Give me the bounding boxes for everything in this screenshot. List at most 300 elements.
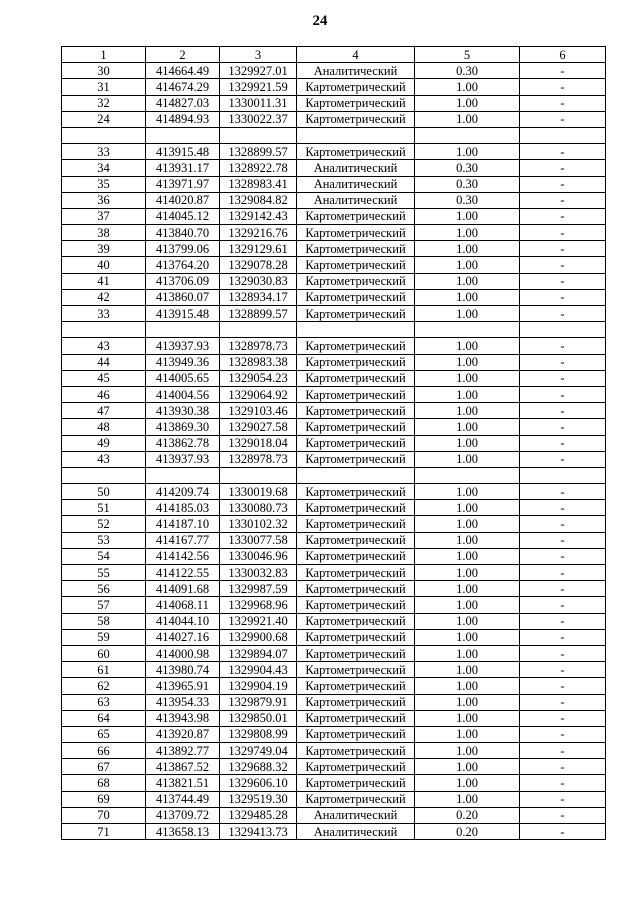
y-coordinate-cell: 1329968.96 <box>220 597 297 613</box>
x-coordinate-cell: 414068.11 <box>146 597 220 613</box>
method-cell: Картометрический <box>297 338 415 354</box>
accuracy-cell: 0.20 <box>415 807 520 823</box>
y-coordinate-cell: 1329749.04 <box>220 743 297 759</box>
y-coordinate-cell: 1328899.57 <box>220 144 297 160</box>
y-coordinate-cell: 1330022.37 <box>220 111 297 127</box>
table-row <box>62 354 606 370</box>
point-number-cell: 51 <box>62 500 146 516</box>
method-cell: Аналитический <box>297 824 415 840</box>
note-cell: - <box>520 548 606 564</box>
table-row <box>62 645 606 661</box>
method-cell: Аналитический <box>297 160 415 176</box>
empty-cell <box>220 467 297 483</box>
x-coordinate-cell: 414091.68 <box>146 581 220 597</box>
point-number-cell: 62 <box>62 678 146 694</box>
accuracy-cell: 1.00 <box>415 516 520 532</box>
table-row <box>62 726 606 742</box>
method-cell: Картометрический <box>297 289 415 305</box>
point-number-cell: 34 <box>62 160 146 176</box>
table-row <box>62 791 606 807</box>
table-row <box>62 273 606 289</box>
empty-cell <box>520 467 606 483</box>
empty-cell <box>146 467 220 483</box>
y-coordinate-cell: 1329921.40 <box>220 613 297 629</box>
y-coordinate-cell: 1329129.61 <box>220 241 297 257</box>
empty-cell <box>220 322 297 338</box>
y-coordinate-cell: 1330011.31 <box>220 95 297 111</box>
column-header: 6 <box>520 47 606 63</box>
point-number-cell: 54 <box>62 548 146 564</box>
point-number-cell: 35 <box>62 176 146 192</box>
x-coordinate-cell: 413920.87 <box>146 726 220 742</box>
note-cell: - <box>520 645 606 661</box>
point-number-cell: 64 <box>62 710 146 726</box>
y-coordinate-cell: 1329142.43 <box>220 208 297 224</box>
table-row <box>62 516 606 532</box>
point-number-cell: 32 <box>62 95 146 111</box>
x-coordinate-cell: 413867.52 <box>146 759 220 775</box>
accuracy-cell: 1.00 <box>415 532 520 548</box>
method-cell: Картометрический <box>297 435 415 451</box>
note-cell: - <box>520 710 606 726</box>
accuracy-cell: 1.00 <box>415 306 520 322</box>
empty-cell <box>297 467 415 483</box>
table-row <box>62 500 606 516</box>
y-coordinate-cell: 1329808.99 <box>220 726 297 742</box>
method-cell: Картометрический <box>297 208 415 224</box>
note-cell: - <box>520 775 606 791</box>
accuracy-cell: 1.00 <box>415 144 520 160</box>
y-coordinate-cell: 1329027.58 <box>220 419 297 435</box>
method-cell: Аналитический <box>297 807 415 823</box>
column-header: 3 <box>220 47 297 63</box>
y-coordinate-cell: 1330102.32 <box>220 516 297 532</box>
point-number-cell: 57 <box>62 597 146 613</box>
accuracy-cell: 0.30 <box>415 160 520 176</box>
column-header: 5 <box>415 47 520 63</box>
method-cell: Картометрический <box>297 403 415 419</box>
method-cell: Картометрический <box>297 726 415 742</box>
method-cell: Картометрический <box>297 257 415 273</box>
point-number-cell: 61 <box>62 662 146 678</box>
table-row <box>62 241 606 257</box>
note-cell: - <box>520 111 606 127</box>
note-cell: - <box>520 435 606 451</box>
x-coordinate-cell: 413937.93 <box>146 451 220 467</box>
accuracy-cell: 1.00 <box>415 662 520 678</box>
x-coordinate-cell: 413892.77 <box>146 743 220 759</box>
table-row <box>62 694 606 710</box>
x-coordinate-cell: 414020.87 <box>146 192 220 208</box>
point-number-cell: 46 <box>62 386 146 402</box>
method-cell: Картометрический <box>297 225 415 241</box>
x-coordinate-cell: 413954.33 <box>146 694 220 710</box>
point-number-cell: 49 <box>62 435 146 451</box>
table-row <box>62 629 606 645</box>
x-coordinate-cell: 414004.56 <box>146 386 220 402</box>
y-coordinate-cell: 1329413.73 <box>220 824 297 840</box>
y-coordinate-cell: 1329987.59 <box>220 581 297 597</box>
y-coordinate-cell: 1329927.01 <box>220 63 297 79</box>
x-coordinate-cell: 413706.09 <box>146 273 220 289</box>
table-row <box>62 386 606 402</box>
table-body <box>62 47 606 840</box>
point-number-cell: 52 <box>62 516 146 532</box>
note-cell: - <box>520 791 606 807</box>
method-cell: Картометрический <box>297 273 415 289</box>
note-cell: - <box>520 597 606 613</box>
point-number-cell: 59 <box>62 629 146 645</box>
x-coordinate-cell: 413860.07 <box>146 289 220 305</box>
y-coordinate-cell: 1330046.96 <box>220 548 297 564</box>
method-cell: Картометрический <box>297 645 415 661</box>
method-cell: Картометрический <box>297 451 415 467</box>
y-coordinate-cell: 1329688.32 <box>220 759 297 775</box>
method-cell: Картометрический <box>297 144 415 160</box>
method-cell: Картометрический <box>297 79 415 95</box>
y-coordinate-cell: 1330080.73 <box>220 500 297 516</box>
note-cell: - <box>520 225 606 241</box>
x-coordinate-cell: 414209.74 <box>146 484 220 500</box>
accuracy-cell: 1.00 <box>415 581 520 597</box>
point-number-cell: 41 <box>62 273 146 289</box>
table-row <box>62 176 606 192</box>
note-cell: - <box>520 743 606 759</box>
point-number-cell: 42 <box>62 289 146 305</box>
accuracy-cell: 1.00 <box>415 419 520 435</box>
accuracy-cell: 1.00 <box>415 257 520 273</box>
method-cell: Картометрический <box>297 111 415 127</box>
empty-cell <box>297 322 415 338</box>
accuracy-cell: 1.00 <box>415 95 520 111</box>
note-cell: - <box>520 403 606 419</box>
table-row <box>62 192 606 208</box>
note-cell: - <box>520 63 606 79</box>
note-cell: - <box>520 419 606 435</box>
point-number-cell: 24 <box>62 111 146 127</box>
empty-cell <box>62 467 146 483</box>
y-coordinate-cell: 1328983.38 <box>220 354 297 370</box>
accuracy-cell: 1.00 <box>415 403 520 419</box>
y-coordinate-cell: 1330077.58 <box>220 532 297 548</box>
note-cell: - <box>520 484 606 500</box>
point-number-cell: 68 <box>62 775 146 791</box>
column-header: 4 <box>297 47 415 63</box>
table-row <box>62 581 606 597</box>
method-cell: Картометрический <box>297 241 415 257</box>
table-row <box>62 824 606 840</box>
table-row <box>62 435 606 451</box>
x-coordinate-cell: 413965.91 <box>146 678 220 694</box>
group-separator-row <box>62 467 606 483</box>
note-cell: - <box>520 79 606 95</box>
accuracy-cell: 1.00 <box>415 597 520 613</box>
y-coordinate-cell: 1329078.28 <box>220 257 297 273</box>
note-cell: - <box>520 629 606 645</box>
table-row <box>62 63 606 79</box>
table-row <box>62 451 606 467</box>
method-cell: Аналитический <box>297 192 415 208</box>
accuracy-cell: 1.00 <box>415 386 520 402</box>
method-cell: Картометрический <box>297 775 415 791</box>
x-coordinate-cell: 413931.17 <box>146 160 220 176</box>
note-cell: - <box>520 662 606 678</box>
empty-cell <box>220 127 297 143</box>
table-row <box>62 775 606 791</box>
point-number-cell: 50 <box>62 484 146 500</box>
x-coordinate-cell: 414000.98 <box>146 645 220 661</box>
x-coordinate-cell: 413915.48 <box>146 144 220 160</box>
empty-cell <box>62 127 146 143</box>
note-cell: - <box>520 678 606 694</box>
accuracy-cell: 1.00 <box>415 435 520 451</box>
note-cell: - <box>520 694 606 710</box>
point-number-cell: 36 <box>62 192 146 208</box>
y-coordinate-cell: 1329103.46 <box>220 403 297 419</box>
point-number-cell: 60 <box>62 645 146 661</box>
method-cell: Картометрический <box>297 386 415 402</box>
table-row <box>62 225 606 241</box>
y-coordinate-cell: 1328899.57 <box>220 306 297 322</box>
method-cell: Картометрический <box>297 743 415 759</box>
point-number-cell: 71 <box>62 824 146 840</box>
column-header: 2 <box>146 47 220 63</box>
table-row <box>62 678 606 694</box>
note-cell: - <box>520 565 606 581</box>
table-row <box>62 257 606 273</box>
method-cell: Картометрический <box>297 629 415 645</box>
x-coordinate-cell: 414044.10 <box>146 613 220 629</box>
y-coordinate-cell: 1328934.17 <box>220 289 297 305</box>
x-coordinate-cell: 413744.49 <box>146 791 220 807</box>
note-cell: - <box>520 338 606 354</box>
x-coordinate-cell: 413980.74 <box>146 662 220 678</box>
point-number-cell: 40 <box>62 257 146 273</box>
table-row <box>62 306 606 322</box>
method-cell: Картометрический <box>297 419 415 435</box>
y-coordinate-cell: 1329519.30 <box>220 791 297 807</box>
accuracy-cell: 1.00 <box>415 289 520 305</box>
point-number-cell: 47 <box>62 403 146 419</box>
accuracy-cell: 1.00 <box>415 241 520 257</box>
accuracy-cell: 1.00 <box>415 678 520 694</box>
method-cell: Картометрический <box>297 532 415 548</box>
x-coordinate-cell: 413658.13 <box>146 824 220 840</box>
empty-cell <box>415 467 520 483</box>
empty-cell <box>146 127 220 143</box>
method-cell: Картометрический <box>297 370 415 386</box>
point-number-cell: 37 <box>62 208 146 224</box>
method-cell: Картометрический <box>297 548 415 564</box>
y-coordinate-cell: 1329030.83 <box>220 273 297 289</box>
accuracy-cell: 1.00 <box>415 354 520 370</box>
point-number-cell: 53 <box>62 532 146 548</box>
accuracy-cell: 1.00 <box>415 111 520 127</box>
note-cell: - <box>520 241 606 257</box>
x-coordinate-cell: 413937.93 <box>146 338 220 354</box>
point-number-cell: 67 <box>62 759 146 775</box>
table-row <box>62 338 606 354</box>
table-row <box>62 548 606 564</box>
accuracy-cell: 0.30 <box>415 176 520 192</box>
accuracy-cell: 1.00 <box>415 565 520 581</box>
accuracy-cell: 1.00 <box>415 273 520 289</box>
note-cell: - <box>520 176 606 192</box>
accuracy-cell: 1.00 <box>415 726 520 742</box>
note-cell: - <box>520 208 606 224</box>
point-number-cell: 38 <box>62 225 146 241</box>
accuracy-cell: 1.00 <box>415 208 520 224</box>
y-coordinate-cell: 1329850.01 <box>220 710 297 726</box>
accuracy-cell: 1.00 <box>415 484 520 500</box>
point-number-cell: 43 <box>62 451 146 467</box>
group-separator-row <box>62 127 606 143</box>
accuracy-cell: 1.00 <box>415 500 520 516</box>
y-coordinate-cell: 1329904.19 <box>220 678 297 694</box>
accuracy-cell: 1.00 <box>415 645 520 661</box>
point-number-cell: 39 <box>62 241 146 257</box>
x-coordinate-cell: 414122.55 <box>146 565 220 581</box>
x-coordinate-cell: 414894.93 <box>146 111 220 127</box>
note-cell: - <box>520 386 606 402</box>
x-coordinate-cell: 414664.49 <box>146 63 220 79</box>
point-number-cell: 65 <box>62 726 146 742</box>
x-coordinate-cell: 414827.03 <box>146 95 220 111</box>
x-coordinate-cell: 413971.97 <box>146 176 220 192</box>
method-cell: Картометрический <box>297 484 415 500</box>
accuracy-cell: 1.00 <box>415 370 520 386</box>
note-cell: - <box>520 257 606 273</box>
point-number-cell: 43 <box>62 338 146 354</box>
table-row <box>62 807 606 823</box>
note-cell: - <box>520 144 606 160</box>
note-cell: - <box>520 370 606 386</box>
y-coordinate-cell: 1329904.43 <box>220 662 297 678</box>
note-cell: - <box>520 824 606 840</box>
empty-cell <box>520 127 606 143</box>
y-coordinate-cell: 1329606.10 <box>220 775 297 791</box>
accuracy-cell: 1.00 <box>415 759 520 775</box>
accuracy-cell: 1.00 <box>415 338 520 354</box>
page-number: 24 <box>312 13 328 29</box>
note-cell: - <box>520 192 606 208</box>
y-coordinate-cell: 1330019.68 <box>220 484 297 500</box>
accuracy-cell: 1.00 <box>415 791 520 807</box>
table-row <box>62 759 606 775</box>
point-number-cell: 33 <box>62 306 146 322</box>
table-row <box>62 710 606 726</box>
method-cell: Картометрический <box>297 306 415 322</box>
y-coordinate-cell: 1330032.83 <box>220 565 297 581</box>
x-coordinate-cell: 414045.12 <box>146 208 220 224</box>
point-number-cell: 55 <box>62 565 146 581</box>
accuracy-cell: 1.00 <box>415 548 520 564</box>
y-coordinate-cell: 1329921.59 <box>220 79 297 95</box>
method-cell: Картометрический <box>297 500 415 516</box>
x-coordinate-cell: 414674.29 <box>146 79 220 95</box>
method-cell: Картометрический <box>297 597 415 613</box>
table-row <box>62 370 606 386</box>
table-row <box>62 208 606 224</box>
x-coordinate-cell: 413840.70 <box>146 225 220 241</box>
accuracy-cell: 1.00 <box>415 775 520 791</box>
table-row <box>62 743 606 759</box>
x-coordinate-cell: 414142.56 <box>146 548 220 564</box>
table-row <box>62 662 606 678</box>
x-coordinate-cell: 413943.98 <box>146 710 220 726</box>
header-row <box>62 47 606 63</box>
note-cell: - <box>520 532 606 548</box>
y-coordinate-cell: 1329900.68 <box>220 629 297 645</box>
x-coordinate-cell: 414187.10 <box>146 516 220 532</box>
table-row <box>62 160 606 176</box>
y-coordinate-cell: 1329485.28 <box>220 807 297 823</box>
accuracy-cell: 0.30 <box>415 192 520 208</box>
y-coordinate-cell: 1329064.92 <box>220 386 297 402</box>
table-row <box>62 289 606 305</box>
y-coordinate-cell: 1329054.23 <box>220 370 297 386</box>
empty-cell <box>62 322 146 338</box>
y-coordinate-cell: 1328978.73 <box>220 451 297 467</box>
note-cell: - <box>520 726 606 742</box>
x-coordinate-cell: 413799.06 <box>146 241 220 257</box>
method-cell: Картометрический <box>297 613 415 629</box>
accuracy-cell: 1.00 <box>415 79 520 95</box>
method-cell: Аналитический <box>297 63 415 79</box>
table-row <box>62 144 606 160</box>
method-cell: Аналитический <box>297 176 415 192</box>
x-coordinate-cell: 414027.16 <box>146 629 220 645</box>
method-cell: Картометрический <box>297 516 415 532</box>
y-coordinate-cell: 1329084.82 <box>220 192 297 208</box>
x-coordinate-cell: 414167.77 <box>146 532 220 548</box>
note-cell: - <box>520 451 606 467</box>
note-cell: - <box>520 581 606 597</box>
y-coordinate-cell: 1328922.78 <box>220 160 297 176</box>
accuracy-cell: 0.30 <box>415 63 520 79</box>
empty-cell <box>146 322 220 338</box>
note-cell: - <box>520 273 606 289</box>
x-coordinate-cell: 413764.20 <box>146 257 220 273</box>
empty-cell <box>297 127 415 143</box>
note-cell: - <box>520 354 606 370</box>
x-coordinate-cell: 413915.48 <box>146 306 220 322</box>
accuracy-cell: 1.00 <box>415 710 520 726</box>
point-number-cell: 58 <box>62 613 146 629</box>
note-cell: - <box>520 613 606 629</box>
method-cell: Картометрический <box>297 710 415 726</box>
note-cell: - <box>520 759 606 775</box>
y-coordinate-cell: 1329018.04 <box>220 435 297 451</box>
method-cell: Картометрический <box>297 95 415 111</box>
x-coordinate-cell: 413709.72 <box>146 807 220 823</box>
accuracy-cell: 1.00 <box>415 743 520 759</box>
note-cell: - <box>520 289 606 305</box>
note-cell: - <box>520 516 606 532</box>
table-row <box>62 95 606 111</box>
y-coordinate-cell: 1329216.76 <box>220 225 297 241</box>
note-cell: - <box>520 160 606 176</box>
point-number-cell: 48 <box>62 419 146 435</box>
table-row <box>62 613 606 629</box>
method-cell: Картометрический <box>297 678 415 694</box>
table-row <box>62 111 606 127</box>
x-coordinate-cell: 414005.65 <box>146 370 220 386</box>
accuracy-cell: 1.00 <box>415 694 520 710</box>
y-coordinate-cell: 1328983.41 <box>220 176 297 192</box>
point-number-cell: 30 <box>62 63 146 79</box>
x-coordinate-cell: 414185.03 <box>146 500 220 516</box>
